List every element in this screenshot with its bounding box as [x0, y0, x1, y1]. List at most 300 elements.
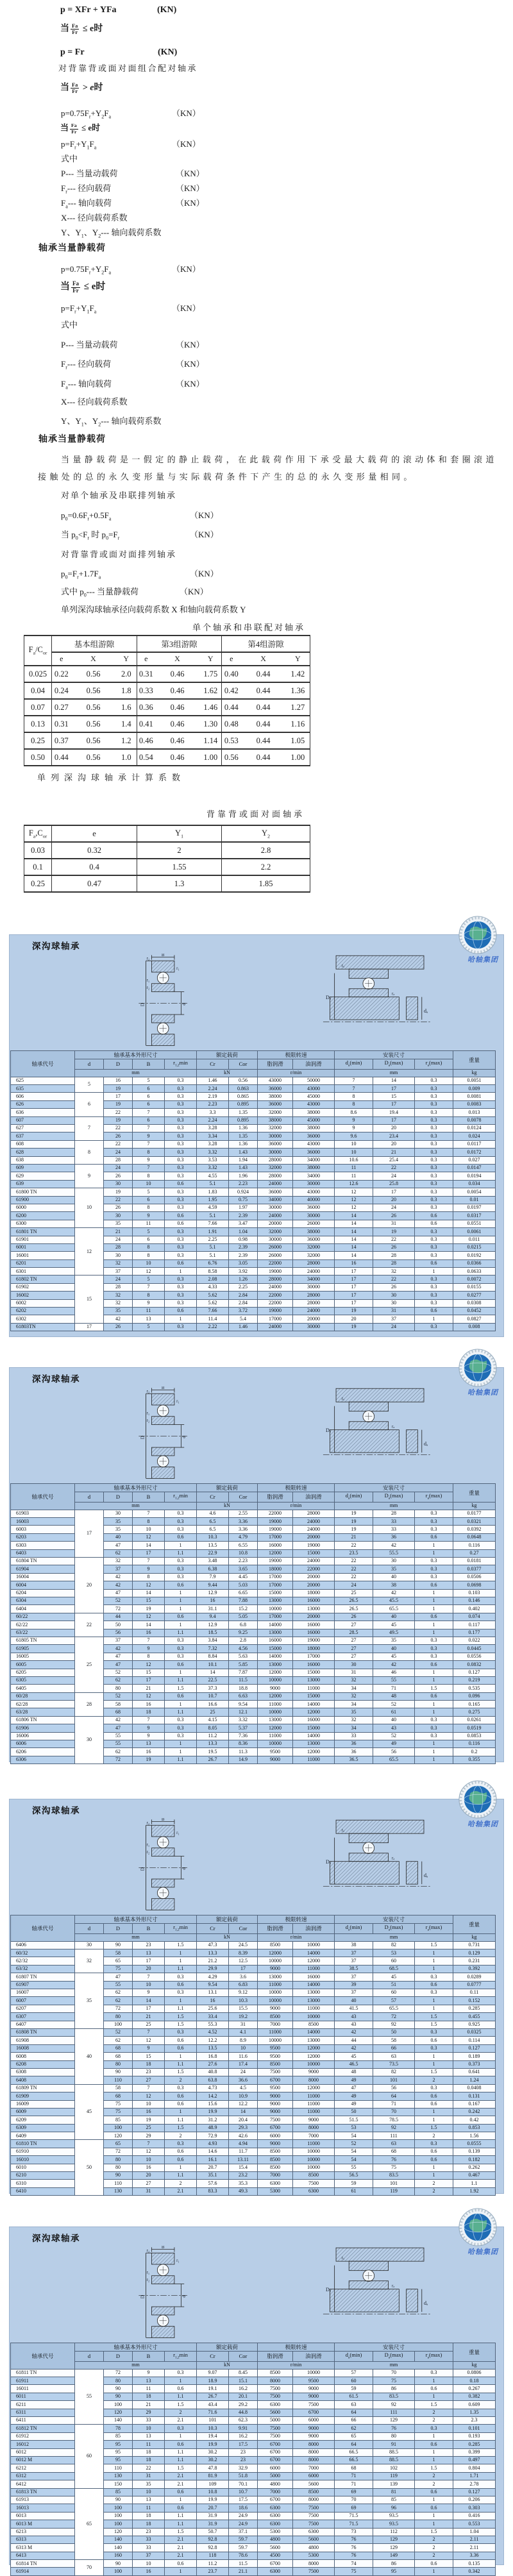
table-row: 638 28 9 0.3 3.53 1.94 28000 34000 10.6 25.4 0.3 0.027 [11, 1156, 496, 1164]
group-header: 基本组游隙 [52, 636, 137, 652]
bearing-code: 61904 [11, 1565, 75, 1573]
table-row: 6413 160 37 2.1 118 78.6 4500 5300 76 149 2 3.36 [11, 2552, 496, 2559]
table-row: 61909 68 12 0.6 14.2 10.9 9000 11000 49 64 0.6 0.131 [11, 2092, 496, 2100]
bearing-code: 6204 [11, 1589, 75, 1597]
svg-text:D: D [140, 2295, 146, 2299]
group-header: 第4组游隙 [222, 636, 310, 652]
bearing-diagrams [9, 2246, 504, 2339]
table-row: 629 26 8 0.3 4.55 1.96 28000 34000 11 24 0.3 0.0194 [11, 1172, 496, 1180]
table-row: 61804 TN 20 32 7 0.3 3.48 2.23 19000 24000 22 30 0.3 0.0181 [11, 1558, 496, 1565]
bearing-code: 6209 [11, 2116, 75, 2124]
text-line: 当 $\frac{Fa}{Fr}$ ≤ e时 [60, 23, 103, 36]
table-row: 16012 95 11 0.6 19.9 17.5 6700 8000 64 91 0.6 0.285 [11, 2441, 496, 2448]
table-row: 0.1 0.4 1.55 2.2 [24, 859, 310, 875]
sub-header: Y [116, 652, 137, 666]
table-row: 637 26 9 0.3 3.34 1.35 30000 36000 9.6 23.4 0.3 0.024 [11, 1132, 496, 1140]
table-row: 61911 80 13 1 18.9 15.1 8000 9500 60 75 1 0.18 [11, 2377, 496, 2385]
table-row: 6012 95 18 1.1 30.2 23 6700 8000 66.5 88.5 1 0.399 [11, 2448, 496, 2456]
bearing-code: 16009 [11, 2100, 75, 2108]
table-row: 6210 90 20 1.1 35.1 23.2 7000 8500 56.5 83.5 1 0.467 [11, 2172, 496, 2180]
calc-factor-table [24, 825, 310, 893]
catalog-page [9, 934, 504, 1337]
bearing-code: 628 [11, 1149, 75, 1156]
table-row: 6407 100 25 1.5 55.3 31 7000 8500 43 92 1.5 0.925 [11, 2021, 496, 2028]
bearing-code: 6313 [11, 2536, 75, 2543]
bearing-code: 16010 [11, 2156, 75, 2164]
svg-text:rₐ: rₐ [392, 1424, 395, 1429]
table-row: 62/22 50 14 1 12.9 6.8 14000 16000 27 45 1 0.117 [11, 1621, 496, 1629]
text-line: 单列深沟球轴承径向载荷系数 X 和轴向载荷系数 Y [61, 605, 246, 614]
bearing-code: 6007 [11, 1997, 75, 2005]
bore-group: 30 [75, 1716, 104, 1764]
table-row: 61803TN 17 26 5 0.3 2.22 1.46 24000 30000 19 24 0.3 0.008 [11, 1323, 496, 1331]
table-row: 6008 68 15 1 16.8 11.6 9500 12000 45 63 1 0.189 [11, 2053, 496, 2060]
table-row: 6312 130 31 2.1 81.9 51.8 5000 6000 71 119 2 1.71 [11, 2472, 496, 2480]
table-row: 608 8 22 7 0.3 3.28 1.36 36000 43000 10 20 0.3 0.0117 [11, 1140, 496, 1148]
bore-group: 9 [75, 1164, 104, 1188]
text-line: 当 $\frac{Fa}{Fr}$ ≤ e时 [60, 122, 101, 135]
svg-text:dₐ: dₐ [424, 1440, 428, 1447]
table-row: 61800 TN 10 19 5 0.3 1.83 0.924 36000 43000 12 17 0.3 0.0054 [11, 1188, 496, 1196]
table-row: 0.50 0.44 0.56 1.0 0.54 0.46 1.00 0.56 0.44 1.00 [24, 749, 310, 766]
catalog-page [9, 2227, 504, 2574]
table-row: 16005 47 8 0.3 8.84 5.63 14000 17000 27 45 0.3 0.0556 [11, 1653, 496, 1660]
table-row: 16013 100 11 0.6 20.7 18.6 6300 7500 69 96 0.6 0.303 [11, 2504, 496, 2512]
table-row: 6309 100 25 1.5 48.9 29.3 6700 8000 53 92 1.5 0.853 [11, 2124, 496, 2132]
bearing-code: 6213 [11, 2528, 75, 2536]
svg-text:r₁: r₁ [176, 1830, 180, 1835]
bore-group: 28 [75, 1692, 104, 1716]
bearing-code: 6403 [11, 1549, 75, 1557]
table-row: 61904 37 9 0.3 6.38 3.65 18000 22000 22 35 0.3 0.0377 [11, 1565, 496, 1573]
table-row: 60/32 32 58 13 1 13.3 8.39 12000 14000 37 53 1 0.129 [11, 1949, 496, 1957]
text-line: 对单个轴承及串联排列轴承 [61, 491, 177, 500]
svg-text:rₐ: rₐ [341, 963, 344, 968]
bore-group: 25 [75, 1637, 104, 1692]
bearing-code: 61806 TN [11, 1716, 75, 1724]
svg-text:r₁: r₁ [176, 966, 180, 971]
unit-kn: (KN) [157, 5, 177, 15]
bearing-code: 61901 [11, 1236, 75, 1243]
text-line: X--- 径向载荷系数 [61, 397, 128, 407]
text-line: p = XFr + YFa (KN) [60, 5, 177, 15]
table-row: 6406 30 90 23 1.5 47.3 24.5 8500 10000 38 82 1.5 0.731 [11, 1941, 496, 1949]
bore-group: 32 [75, 1949, 104, 1973]
table-row: 61908 62 12 0.6 12.2 8.9 10000 13000 44 58 0.6 0.114 [11, 2037, 496, 2044]
svg-text:r₁: r₁ [176, 1399, 180, 1404]
bearing-code: 6009 [11, 2108, 75, 2116]
table-row: 6311 120 29 2 71.6 44.8 5600 6700 64 111 2 1.35 [11, 2409, 496, 2416]
bearing-code: 61914 [11, 2568, 75, 2575]
bearing-code: 6208 [11, 2060, 75, 2068]
bearing-code: 6411 [11, 2417, 75, 2425]
unit-kn: （KN） [176, 183, 205, 193]
table-row: 6007 62 14 1 16 10.3 10000 13000 40 57 1 0.152 [11, 1997, 496, 2005]
bearing-code: 607 [11, 1116, 75, 1124]
bearing-code: 6211 [11, 2401, 75, 2409]
table-row: 0.04 0.24 0.56 1.8 0.33 0.46 1.62 0.42 0.44 1.36 [24, 682, 310, 699]
sub-header: Y [286, 652, 310, 666]
svg-text:D: D [140, 1867, 146, 1871]
bore-group: 15 [75, 1275, 104, 1323]
table-row: 61900 22 6 0.3 1.95 0.75 34000 40000 12 20 0.3 0.01 [11, 1196, 496, 1204]
table-row: 6205 52 15 1 14 7.87 12000 15000 31 46 1 0.127 [11, 1669, 496, 1676]
bearing-code: 6012 M [11, 2456, 75, 2464]
text-line: P--- 当量动载荷 （KN） [61, 340, 205, 349]
table-row: 0.25 0.37 0.56 1.2 0.46 0.46 1.14 0.53 0.44 1.05 [24, 732, 310, 749]
bearing-diagrams [9, 1818, 504, 1911]
bore-group: 70 [75, 2560, 104, 2576]
table-row: 0.07 0.27 0.56 1.6 0.36 0.46 1.46 0.44 0.44 1.27 [24, 699, 310, 716]
svg-text:r₁: r₁ [176, 2258, 180, 2263]
text-line: 式中 [61, 154, 78, 164]
svg-text:B: B [161, 1386, 165, 1391]
table-row: 0.025 0.22 0.56 2.0 0.31 0.46 1.75 0.40 0.44 1.42 [24, 666, 310, 682]
bearing-code: 625 [11, 1077, 75, 1084]
bearing-code: 63/28 [11, 1708, 75, 1716]
brand-name: 哈轴集团 [467, 2248, 498, 2256]
table-row: 16003 35 8 0.3 6.5 3.36 19000 24000 19 33 0.3 0.0321 [11, 1518, 496, 1526]
bearing-code: 639 [11, 1180, 75, 1188]
svg-text:rₐ: rₐ [392, 991, 395, 997]
bore-group: 55 [75, 2369, 104, 2425]
svg-text:rₐ: rₐ [341, 2255, 344, 2260]
catalog-page [9, 1367, 504, 1762]
svg-text:d: d [181, 1436, 187, 1438]
bearing-code: 6301 [11, 1268, 75, 1275]
table-row: 0.03 0.32 2 2.8 [24, 842, 310, 859]
svg-text:rₐ: rₐ [392, 2284, 395, 2289]
header-row: $F_a,C_{or}$ e $Y_1$ $Y_2$ [24, 825, 310, 842]
table-row: 60/28 28 52 12 0.6 10.7 6.63 12000 15000 32 48 0.6 0.096 [11, 1692, 496, 1700]
table-row: 63/22 56 16 1.1 18.5 9.25 13000 16000 28.5 49.5 1 0.177 [11, 1629, 496, 1637]
bearing-code: 61802 TN [11, 1275, 75, 1283]
calc-factor-table-wrap [24, 825, 310, 893]
bearing-table [10, 2343, 496, 2576]
svg-text:B: B [161, 954, 165, 958]
svg-text:rₐ: rₐ [341, 1828, 344, 1833]
table-row: 6300 35 11 0.6 7.66 3.47 20000 26000 14 31 0.6 0.0551 [11, 1220, 496, 1227]
svg-text:r₂: r₂ [146, 2277, 150, 2282]
table-row: 6200 30 9 0.6 5.1 2.39 24000 30000 14 26 0.6 0.0317 [11, 1212, 496, 1220]
bearing-code: 629 [11, 1172, 75, 1180]
table-row: 6211 100 21 1.5 43.4 29.2 6300 7500 63 92 1.5 0.609 [11, 2401, 496, 2409]
bearing-code: 6205 [11, 1669, 75, 1676]
table-row: 16007 62 9 0.3 13.1 9.12 10000 13000 37 60 0.3 0.11 [11, 1989, 496, 1997]
svg-text:rₐ: rₐ [341, 1396, 344, 1401]
bearing-code: 6013 [11, 2512, 75, 2520]
table-row: 61806 TN 30 42 7 0.3 4.15 3.32 13000 16000 32 40 0.3 0.0261 [11, 1716, 496, 1724]
text-line: p = Fr (KN) [60, 47, 178, 57]
bearing-code: 6008 [11, 2053, 75, 2060]
section-view [139, 1388, 187, 1478]
svg-text:d: d [181, 2295, 187, 2298]
unit-kn: （KN） [176, 359, 205, 369]
unit-kn: （KN） [172, 108, 201, 118]
svg-text:dₐ: dₐ [424, 1007, 428, 1014]
table-row: 16008 68 9 0.6 13.5 10 9500 12000 42 66 0.3 0.127 [11, 2044, 496, 2052]
bearing-code: 608 [11, 1140, 75, 1148]
sub-header: X [71, 652, 116, 666]
bearing-code: 6206 [11, 1748, 75, 1756]
subheader-row: d D B $r_{1,2}\min$ Cr Cor 脂润滑 油润滑 $d_a(\min)$ $D_a(\max)$ $r_a(\max)$ [11, 1492, 496, 1503]
table-row: 61907 55 10 0.6 9.54 6.83 11000 14000 39 51 0.6 0.0777 [11, 1981, 496, 1989]
svg-text:r₂: r₂ [146, 1418, 150, 1423]
bore-group: 7 [75, 1116, 104, 1140]
sub-header: Y [200, 652, 222, 666]
page-title: 深沟球轴承 [32, 2234, 80, 2243]
text-line: 单个轴承和串联配对轴承 [192, 623, 306, 632]
table-row: 6404 72 19 1 31.1 15.2 10000 13000 26.5 65.5 1 0.402 [11, 1605, 496, 1613]
bearing-code: 6203 [11, 1533, 75, 1541]
units-row: mm kN r/min mm kg [11, 2362, 496, 2370]
svg-text:r₂: r₂ [146, 956, 150, 961]
unit-kn: （KN） [190, 569, 219, 578]
bearing-code: 61811 TN [11, 2369, 75, 2377]
page-title: 深沟球轴承 [32, 941, 80, 951]
bearing-code: 61814 TN [11, 2560, 75, 2568]
table-row: 625 5 16 5 0.3 1.46 0.56 43000 50000 7 14 0.3 0.0051 [11, 1077, 496, 1084]
units-row: mm kN r/min mm kg [11, 1503, 496, 1510]
table-row: 6305 62 17 1.1 22.5 11.5 10000 13000 32 55 1 0.219 [11, 1676, 496, 1684]
text-line: $F_a---$ 轴向载荷 （KN） [61, 379, 205, 391]
bore-group: 17 [75, 1323, 104, 1331]
col-bearing-code: 轴承代号 [11, 1484, 75, 1510]
table-row: 61801 TN 12 21 5 0.3 1.91 1.04 32000 38000 14 19 0.3 0.0061 [11, 1228, 496, 1236]
section-view [139, 1819, 187, 1910]
table-row: 61914 100 16 1 23.7 21.1 6300 7500 75 95 1 0.342 [11, 2568, 496, 2575]
bearing-code: 62/22 [11, 1621, 75, 1629]
text-line: 轴承当量静载荷 [38, 435, 106, 444]
bearing-code: 6006 [11, 1740, 75, 1748]
bearing-code: 61804 TN [11, 1558, 75, 1565]
bearing-code: 6004 [11, 1581, 75, 1589]
svg-text:Dₐ: Dₐ [325, 1858, 331, 1865]
svg-text:D: D [140, 1436, 146, 1440]
table-row: 61913 90 13 1 19.9 17.5 6700 8000 70 85 1 0.206 [11, 2496, 496, 2504]
bearing-code: 6307 [11, 2013, 75, 2021]
table-row: 6202 35 11 0.6 7.66 3.72 19000 24000 19 31 0.6 0.0452 [11, 1308, 496, 1315]
bearing-code: 6005 [11, 1661, 75, 1669]
text-line: $p=F_r+Y_1F_a$ （KN） [61, 139, 201, 151]
unit-kn: （KN） [176, 198, 205, 208]
bearing-diagrams [9, 954, 504, 1047]
bearing-code: 6406 [11, 1941, 75, 1949]
unit-kn: （KN） [176, 169, 205, 178]
table-row: 6212 110 22 1.5 47.8 32.9 6000 7000 68 102 1.5 0.804 [11, 2464, 496, 2472]
table-row: 16009 75 10 0.6 15.6 12.2 9000 11000 49 71 0.6 0.167 [11, 2100, 496, 2108]
text-line: Y、$Y_1$、$Y_2---$ 轴向载荷系数 [61, 228, 162, 239]
table-row: 62/32 65 17 1 21.2 12.5 10000 12000 37 60 1 0.231 [11, 1957, 496, 1965]
bearing-code: 16006 [11, 1732, 75, 1740]
bearing-code: 16013 [11, 2504, 75, 2512]
table-row: 61912 85 13 1 19.4 16.2 7500 9000 65 80 1 0.193 [11, 2432, 496, 2440]
svg-text:Dₐ: Dₐ [325, 1427, 331, 1433]
bearing-code: 6405 [11, 1685, 75, 1692]
mounting-view [323, 1820, 430, 1886]
table-row: 6011 90 18 1.1 26.7 20.1 7500 9000 61.5 83.5 1 0.382 [11, 2393, 496, 2400]
text-line: $p=0.75F_r+Y_2F_a$ （KN） [61, 108, 201, 120]
unit-kn: （KN） [176, 340, 205, 349]
bearing-code: 6000 [11, 1204, 75, 1211]
table-row: 16004 42 8 0.3 7.9 4.45 17000 20000 22 40 0.3 0.0506 [11, 1573, 496, 1581]
units-row: mm kN r/min mm kg [11, 1934, 496, 1942]
text-line: 当量静载荷是一假定的静止载荷，在此载荷作用下承受最大载荷的滚动体和套圈滚道 [61, 455, 498, 464]
bearing-code: 60/28 [11, 1692, 75, 1700]
bearing-code: 61910 [11, 2148, 75, 2155]
bearing-code: 6412 [11, 2480, 75, 2488]
svg-text:r₂: r₂ [146, 985, 150, 990]
bearing-code: 6200 [11, 1212, 75, 1220]
bearing-code: 61813 TN [11, 2488, 75, 2496]
sub-header: e [222, 652, 241, 666]
bearing-code: 6010 [11, 2164, 75, 2171]
factor-table-xy-wrap [24, 635, 310, 766]
table-row: 0.25 0.47 1.3 1.85 [24, 875, 310, 892]
table-row: 0.13 0.31 0.56 1.4 0.41 0.46 1.30 0.48 0.44 1.16 [24, 716, 310, 732]
text-line: 轴承当量静载荷 [38, 244, 106, 253]
col-header: $F_a/C_{or}$ [24, 636, 52, 666]
bearing-code: 6011 [11, 2393, 75, 2400]
table-row: 61802 TN 15 24 5 0.3 2.08 1.26 28000 34000 17 22 0.3 0.0072 [11, 1275, 496, 1283]
bore-group: 35 [75, 1973, 104, 2029]
table-row: 6304 52 15 1 16 7.88 13000 16000 26.5 45.5 1 0.146 [11, 1597, 496, 1604]
bore-group: 20 [75, 1558, 104, 1613]
bore-group: 60 [75, 2425, 104, 2488]
bore-group: 12 [75, 1228, 104, 1275]
bore-group: 8 [75, 1140, 104, 1164]
bearing-code: 6300 [11, 1220, 75, 1227]
bearing-code: 627 [11, 1125, 75, 1132]
table-row: 6208 80 18 1.1 27.6 17.4 8500 10000 46.5 73.5 1 0.373 [11, 2060, 496, 2068]
bearing-code: 16001 [11, 1252, 75, 1259]
text-line: $p=F_r+Y_1F_a$ （KN） [61, 303, 201, 315]
table-row: 6410 130 31 2.1 83.3 49.3 5300 6300 61 119 2 1.92 [11, 2187, 496, 2195]
bearing-code: 61800 TN [11, 1188, 75, 1196]
bearing-code: 61805 TN [11, 1637, 75, 1644]
table-row: 6001 28 8 0.3 5.1 2.39 26000 32000 14 26 0.3 0.0215 [11, 1243, 496, 1251]
col-bearing-code: 轴承代号 [11, 2343, 75, 2370]
catalog-page [9, 1799, 504, 2194]
table-row: 6203 40 12 0.6 10.3 4.79 17000 20000 21 36 0.6 0.0648 [11, 1533, 496, 1541]
table-row: 6013 100 18 1.1 31.9 24.9 6300 7500 71.5 93.5 1 0.416 [11, 2512, 496, 2520]
text-line: 对背靠背或面对面排列轴承 [61, 550, 177, 559]
text-line: P--- 当量动载荷 （KN） [61, 169, 205, 178]
bearing-code: 61807 TN [11, 1973, 75, 1981]
section-view [139, 955, 187, 1045]
svg-text:r₁: r₁ [146, 2270, 150, 2275]
table-row: 6009 75 16 1 19.9 14 9000 11000 50 70 1 0.242 [11, 2108, 496, 2116]
table-row: 6002 32 9 0.3 5.62 2.84 22000 28000 17 30 0.3 0.0308 [11, 1299, 496, 1307]
svg-text:Dₐ: Dₐ [325, 994, 331, 1000]
bore-group: 40 [75, 2028, 104, 2084]
table-row: 61905 42 9 0.3 7.32 4.56 15000 18000 27 40 0.3 0.0445 [11, 1645, 496, 1653]
text-line: $F_a---$ 轴向载荷 （KN） [61, 198, 205, 210]
svg-text:dₐ: dₐ [424, 1872, 428, 1878]
svg-text:r₂: r₂ [146, 1849, 150, 1855]
table-row: 61901 24 6 0.3 2.25 0.98 30000 36000 14 22 0.3 0.011 [11, 1236, 496, 1243]
bearing-code: 16002 [11, 1292, 75, 1299]
brand-logo-icon [458, 1348, 498, 1388]
text-line: $p_0=0.6F_r+0.5F_a$ （KN） [61, 510, 219, 522]
bore-group: 45 [75, 2084, 104, 2140]
table-row: 607 7 19 6 0.3 2.24 0.895 38000 45000 9 17 0.3 0.0078 [11, 1116, 496, 1124]
bearing-code: 6002 [11, 1299, 75, 1307]
svg-text:dₐ: dₐ [424, 2300, 428, 2306]
bearing-code: 61909 [11, 2092, 75, 2100]
table-row: 6204 47 14 1 12.9 6.65 15000 18000 25 42 1 0.103 [11, 1589, 496, 1597]
bearing-code: 6210 [11, 2172, 75, 2180]
col-bearing-code: 轴承代号 [11, 1915, 75, 1942]
bearing-table [10, 1483, 496, 1764]
bearing-code: 6310 [11, 2180, 75, 2187]
bearing-table [10, 1050, 496, 1331]
header-row: 轴承代号 轴承基本外形尺寸 额定载荷 极限转速 安装尺寸 重量 [11, 1915, 496, 1924]
table-row: 63/32 75 20 1.1 29.9 17 9000 11000 38.5 68.5 1 0.392 [11, 1965, 496, 1973]
bearing-code: 6409 [11, 2132, 75, 2140]
bearing-code: 6410 [11, 2187, 75, 2195]
unit-kn: （KN） [172, 264, 201, 274]
bore-group: 30 [75, 1941, 104, 1949]
bearing-code: 60/32 [11, 1949, 75, 1957]
svg-text:D: D [140, 1003, 146, 1007]
text-line: $p_0=F_r+1.7F_a$ （KN） [61, 569, 219, 580]
bearing-code: 16012 [11, 2441, 75, 2448]
bearing-code: 6207 [11, 2005, 75, 2012]
table-row: 6403 62 17 1.1 22.9 10.8 12000 15000 23.5 55.5 1 0.27 [11, 1549, 496, 1557]
svg-text:rₐ: rₐ [392, 1856, 395, 1861]
table-row: 61807 TN 35 47 7 0.3 4.29 3.6 13000 16000 37 45 0.3 0.0289 [11, 1973, 496, 1981]
text-line: 单列深沟球轴承计算系数 [37, 773, 186, 782]
bore-group: 22 [75, 1613, 104, 1637]
unit-kn: （KN） [190, 530, 219, 539]
unit-kn: （KN） [190, 510, 219, 520]
table-row: 61902 28 7 0.3 4.33 2.25 24000 30000 17 26 0.3 0.0155 [11, 1283, 496, 1291]
table-row: 6006 55 13 1 13.3 8.36 10000 13000 36 49 1 0.116 [11, 1740, 496, 1748]
table-row: 6302 42 13 1 11.4 5.4 17000 20000 20 37 1 0.0827 [11, 1315, 496, 1323]
bearing-code: 606 [11, 1093, 75, 1100]
group-header: 第3组游隙 [137, 636, 222, 652]
bearing-code: 6407 [11, 2021, 75, 2028]
table-row: 61903 17 30 7 0.3 4.6 2.55 22000 28000 19 28 0.3 0.0177 [11, 1510, 496, 1517]
bearing-code: 6212 [11, 2464, 75, 2472]
table-row: 6412 150 35 2.1 109 70.1 4800 5600 71 139 2 2.78 [11, 2480, 496, 2488]
table-row: 6409 120 29 2 72.9 42.6 6000 7000 54 111 2 1.56 [11, 2132, 496, 2140]
table-row: 628 24 8 0.3 3.32 1.43 30000 36000 10 21 0.3 0.0172 [11, 1149, 496, 1156]
table-row: 6301 37 12 1 8.58 3.92 19000 24000 17 32 1 0.0633 [11, 1268, 496, 1275]
bearing-code: 16005 [11, 1653, 75, 1660]
table-row: 16006 55 9 0.3 11.2 7.36 11000 14000 33 52 0.3 0.0853 [11, 1732, 496, 1740]
table-row: 61813 TN 65 85 10 0.6 10.8 10.7 7000 8500 69 81 0.6 0.127 [11, 2488, 496, 2496]
table-row: 6201 32 10 0.6 6.76 3.05 22000 28000 16 28 0.6 0.0366 [11, 1259, 496, 1267]
bearing-code: 6304 [11, 1597, 75, 1604]
bearing-code: 6313 M [11, 2544, 75, 2552]
bearing-code: 6404 [11, 1605, 75, 1613]
subheader-row: d D B $r_{1,2}\min$ Cr Cor 脂润滑 油润滑 $d_a(\min)$ $D_a(\max)$ $r_a(\max)$ [11, 2352, 496, 2362]
header-row: 轴承代号 轴承基本外形尺寸 额定载荷 极限转速 安装尺寸 重量 [11, 1051, 496, 1059]
svg-text:r₂: r₂ [146, 1821, 150, 1826]
bearing-code: 609 [11, 1164, 75, 1172]
bearing-code: 6003 [11, 1526, 75, 1533]
table-row: 6310 110 27 2 57.6 35.3 6300 7500 59 101 2 1.1 [11, 2180, 496, 2187]
svg-text:r₁: r₁ [146, 1842, 150, 1848]
bearing-code: 16007 [11, 1989, 75, 1997]
bearing-code: 6306 [11, 1756, 75, 1764]
bearing-code: 61906 [11, 1724, 75, 1732]
bore-group: 5 [75, 1077, 104, 1093]
bearing-code: 637 [11, 1132, 75, 1140]
table-row: 16001 30 8 0.3 5.1 2.39 26000 32000 14 28 0.3 0.0192 [11, 1252, 496, 1259]
